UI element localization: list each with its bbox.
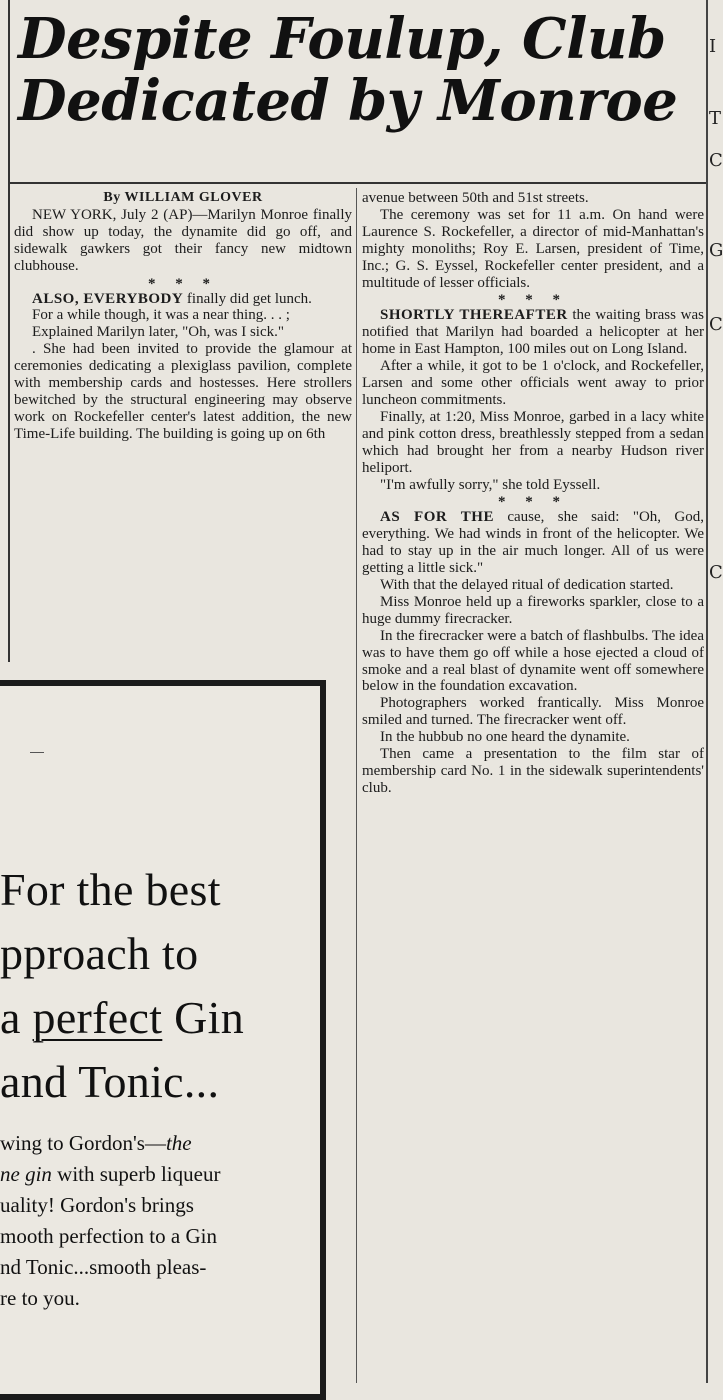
headline-line-2: Dedicated by Monroe [18,68,678,134]
edge-glyph: C [709,314,723,335]
ad-body-line-6: re to you. [0,1286,80,1310]
ad-body-line-5: nd Tonic...smooth pleas- [0,1255,207,1279]
article-paragraph: The ceremony was set for 11 a.m. On hand were Laurence S. Rockefeller, a director of mid-Manhattan's mighty monoliths; Roy E. Larsen, president of Time, Inc.; G. S. Eyssel, Rockefeller center president, and a multitude of lesser officials. [362,206,704,291]
section-lead-paragraph [362,509,704,577]
headline [18,8,706,132]
left-column-rule [8,0,10,662]
ad-headline-line-3-pre: a [0,992,33,1043]
article-paragraph: For a while though, it was a near thing. . . ; [32,307,290,324]
edge-glyph: G [709,240,723,261]
ad-body-line-1-em: the [165,1131,192,1155]
lead-paragraph-text: cause, she said: "Oh, God, everything. We had winds in front of the helicopter. We had to stay up in the air much longer. All of us were getting a little sick." [362,509,704,577]
article-column-2 [362,190,704,797]
article-column-2-body [362,190,704,797]
lead-paragraph-text: the waiting brass was notified that Marilyn had boarded a helicopter at her home in East Hampton, 100 miles out on Long Island. [362,307,704,358]
edge-glyph: C [709,562,723,583]
headline-rule [10,182,706,184]
byline: By WILLIAM GLOVER [103,190,263,205]
lead-in-caps: AS FOR THE [380,509,494,526]
ad-headline-line-2: pproach to [0,928,199,979]
section-lead-paragraph [362,307,704,358]
section-break-stars: * * * [148,275,218,292]
section-lead-paragraph [14,291,352,308]
article-column-1 [14,190,352,443]
lead-in-caps: ALSO, EVERYBODY [32,290,184,307]
ad-body-line-2-em: ne gin [0,1162,52,1186]
article-paragraph: In the hubbub no one heard the dynamite. [380,729,630,746]
article-paragraph: Explained Marilyn later, "Oh, was I sick." [32,324,284,341]
ad-headline-line-4: and Tonic... [0,1056,220,1107]
headline-line-1: Despite Foulup, Club [18,6,666,72]
ad-headline-line-3-post: Gin [162,992,245,1043]
article-paragraph: NEW YORK, July 2 (AP)—Marilyn Monroe finally did show up today, the dynamite did go off, and sidewalk gawkers got their fancy new midtown clubhouse. [14,206,352,274]
right-column-rule [706,0,708,1383]
ad-headline-line-3 [0,986,320,1050]
edge-glyph: C [709,150,723,171]
gordons-gin-advertisement [0,858,320,1314]
ad-body-line-3: uality! Gordon's brings [0,1193,194,1217]
section-break-stars: * * * [498,292,568,309]
ad-body-line-2-text: with superb liqueur [51,1162,221,1186]
section-break-stars: * * * [498,494,568,511]
ad-body-line-1-text: wing to Gordon's— [0,1131,166,1155]
article-paragraph: . She had been invited to provide the glamour at ceremonies dedicating a plexiglass pavilion, complete with membership cards and hostesses. Here strollers bewitched by the structural engineering may observe work on Rockefeller center's latest addition, the new Time-Life building. The building is going up on 6th [14,341,352,442]
edge-glyph: T [709,108,722,129]
article-paragraph: Then came a presentation to the film star of membership card No. 1 in the sidewalk superintendents' club. [362,746,704,796]
article-column-1-body [14,207,352,443]
article-paragraph: Finally, at 1:20, Miss Monroe, garbed in a lacy white and pink cotton dress, breathlessly stepped from a sedan which had brought her from a nearby Hudson river heliport. [362,408,704,476]
article-paragraph: After a while, it got to be 1 o'clock, and Rockefeller, Larsen and some other officials went away to prior luncheon commitments. [362,358,704,408]
article-paragraph: "I'm awfully sorry," she told Eyssell. [380,476,601,493]
article-paragraph: With that the delayed ritual of dedication started. [380,577,674,594]
ad-headline-line-1: For the best [0,864,221,915]
ad-body-line-4: mooth perfection to a Gin [0,1224,217,1248]
lead-in-caps: SHORTLY THEREAFTER [380,307,568,324]
ad-headline-perfect: perfect [32,992,163,1043]
column-divider [356,188,357,1383]
ad-body-line-1 [0,1128,320,1159]
article-paragraph: Miss Monroe held up a fireworks sparkler, close to a huge dummy firecracker. [362,593,704,627]
article-paragraph: In the firecracker were a batch of flashbulbs. The idea was to have them go off while a hose ejected a cloud of smoke and a real blast of dynamite went off somewhere below in the foundation excavation. [362,627,704,695]
article-paragraph: avenue between 50th and 51st streets. [362,190,589,206]
ad-body-line-2 [0,1159,320,1190]
lead-paragraph-text: finally did get lunch. [183,290,312,307]
article-paragraph: Photographers worked frantically. Miss Monroe smiled and turned. The firecracker went off. [362,695,704,729]
edge-glyph: I [709,36,717,57]
ad-dash-mark [30,752,44,753]
